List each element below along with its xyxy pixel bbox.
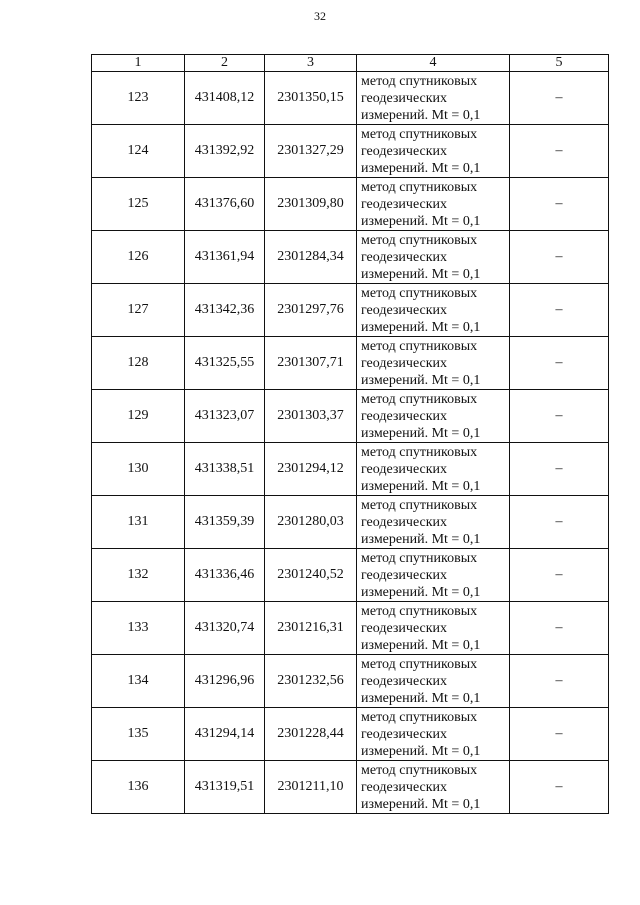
method-cell	[357, 284, 510, 337]
x-coordinate-cell: 431376,60	[185, 178, 265, 231]
note-cell: –	[510, 390, 609, 443]
table-row	[92, 761, 609, 814]
method-text-line: метод спутниковых	[361, 550, 478, 566]
method-text-line: метод спутниковых	[361, 762, 478, 778]
note-cell: –	[510, 337, 609, 390]
page-number: 32	[314, 9, 326, 23]
point-number-cell: 127	[92, 284, 185, 337]
method-text-line: геодезических	[361, 249, 448, 265]
point-number-cell: 124	[92, 125, 185, 178]
method-cell	[357, 72, 510, 125]
table-body	[92, 72, 609, 814]
method-cell	[357, 549, 510, 602]
method-text-line: измерений. Mt = 0,1	[361, 372, 481, 388]
note-cell: –	[510, 178, 609, 231]
y-coordinate-cell: 2301284,34	[265, 231, 357, 284]
point-number-cell: 128	[92, 337, 185, 390]
note-cell: –	[510, 708, 609, 761]
header-col-5: 5	[510, 55, 609, 72]
y-coordinate-cell: 2301211,10	[265, 761, 357, 814]
method-text-line: геодезических	[361, 196, 448, 212]
method-text-line: метод спутниковых	[361, 709, 478, 725]
note-cell: –	[510, 125, 609, 178]
x-coordinate-cell: 431408,12	[185, 72, 265, 125]
note-cell: –	[510, 284, 609, 337]
header-col-3: 3	[265, 55, 357, 72]
table-row	[92, 337, 609, 390]
point-number-cell: 136	[92, 761, 185, 814]
method-cell	[357, 708, 510, 761]
method-text-line: метод спутниковых	[361, 444, 478, 460]
x-coordinate-cell: 431294,14	[185, 708, 265, 761]
note-cell: –	[510, 761, 609, 814]
table-row	[92, 655, 609, 708]
method-text-line: метод спутниковых	[361, 232, 478, 248]
note-cell: –	[510, 231, 609, 284]
method-text-line: геодезических	[361, 355, 448, 371]
point-number-cell: 129	[92, 390, 185, 443]
method-cell	[357, 231, 510, 284]
method-cell	[357, 178, 510, 231]
method-text-line: метод спутниковых	[361, 179, 478, 195]
method-text-line: измерений. Mt = 0,1	[361, 107, 481, 123]
method-text-line: геодезических	[361, 143, 448, 159]
point-number-cell: 125	[92, 178, 185, 231]
method-text-line: измерений. Mt = 0,1	[361, 425, 481, 441]
point-number-cell: 130	[92, 443, 185, 496]
method-text-line: геодезических	[361, 461, 448, 477]
method-cell	[357, 602, 510, 655]
x-coordinate-cell: 431392,92	[185, 125, 265, 178]
x-coordinate-cell: 431342,36	[185, 284, 265, 337]
method-text-line: геодезических	[361, 567, 448, 583]
method-text-line: измерений. Mt = 0,1	[361, 743, 481, 759]
table-row	[92, 496, 609, 549]
method-text-line: измерений. Mt = 0,1	[361, 531, 481, 547]
y-coordinate-cell: 2301307,71	[265, 337, 357, 390]
y-coordinate-cell: 2301309,80	[265, 178, 357, 231]
method-text-line: измерений. Mt = 0,1	[361, 160, 481, 176]
method-cell	[357, 655, 510, 708]
method-text-line: измерений. Mt = 0,1	[361, 266, 481, 282]
x-coordinate-cell: 431296,96	[185, 655, 265, 708]
method-text-line: геодезических	[361, 408, 448, 424]
method-text-line: измерений. Mt = 0,1	[361, 213, 481, 229]
y-coordinate-cell: 2301280,03	[265, 496, 357, 549]
method-text-line: метод спутниковых	[361, 603, 478, 619]
y-coordinate-cell: 2301303,37	[265, 390, 357, 443]
x-coordinate-cell: 431320,74	[185, 602, 265, 655]
method-text-line: метод спутниковых	[361, 338, 478, 354]
header-col-4: 4	[357, 55, 510, 72]
note-cell: –	[510, 72, 609, 125]
point-number-cell: 126	[92, 231, 185, 284]
table-row	[92, 708, 609, 761]
method-cell	[357, 761, 510, 814]
table-row	[92, 125, 609, 178]
method-text-line: геодезических	[361, 726, 448, 742]
method-cell	[357, 443, 510, 496]
table-row	[92, 284, 609, 337]
method-text-line: измерений. Mt = 0,1	[361, 584, 481, 600]
method-text-line: измерений. Mt = 0,1	[361, 637, 481, 653]
point-number-cell: 123	[92, 72, 185, 125]
y-coordinate-cell: 2301216,31	[265, 602, 357, 655]
y-coordinate-cell: 2301240,52	[265, 549, 357, 602]
method-text-line: геодезических	[361, 90, 448, 106]
x-coordinate-cell: 431319,51	[185, 761, 265, 814]
header-col-2: 2	[185, 55, 265, 72]
table-row	[92, 443, 609, 496]
y-coordinate-cell: 2301232,56	[265, 655, 357, 708]
method-text-line: метод спутниковых	[361, 73, 478, 89]
coordinates-table	[91, 54, 609, 814]
method-text-line: метод спутниковых	[361, 126, 478, 142]
point-number-cell: 134	[92, 655, 185, 708]
table-row	[92, 390, 609, 443]
x-coordinate-cell: 431338,51	[185, 443, 265, 496]
x-coordinate-cell: 431323,07	[185, 390, 265, 443]
table-row	[92, 602, 609, 655]
note-cell: –	[510, 443, 609, 496]
method-cell	[357, 496, 510, 549]
note-cell: –	[510, 549, 609, 602]
table-row	[92, 178, 609, 231]
y-coordinate-cell: 2301350,15	[265, 72, 357, 125]
method-text-line: геодезических	[361, 779, 448, 795]
method-text-line: метод спутниковых	[361, 497, 478, 513]
method-text-line: измерений. Mt = 0,1	[361, 478, 481, 494]
point-number-cell: 135	[92, 708, 185, 761]
point-number-cell: 132	[92, 549, 185, 602]
method-text-line: геодезических	[361, 673, 448, 689]
method-text-line: метод спутниковых	[361, 656, 478, 672]
y-coordinate-cell: 2301327,29	[265, 125, 357, 178]
table-row	[92, 72, 609, 125]
x-coordinate-cell: 431336,46	[185, 549, 265, 602]
table-row	[92, 231, 609, 284]
method-text-line: геодезических	[361, 302, 448, 318]
method-cell	[357, 390, 510, 443]
method-text-line: измерений. Mt = 0,1	[361, 319, 481, 335]
point-number-cell: 133	[92, 602, 185, 655]
method-text-line: метод спутниковых	[361, 391, 478, 407]
method-text-line: метод спутниковых	[361, 285, 478, 301]
point-number-cell: 131	[92, 496, 185, 549]
note-cell: –	[510, 602, 609, 655]
method-text-line: геодезических	[361, 620, 448, 636]
method-text-line: геодезических	[361, 514, 448, 530]
table-header-row	[92, 55, 609, 72]
header-col-1: 1	[92, 55, 185, 72]
x-coordinate-cell: 431361,94	[185, 231, 265, 284]
y-coordinate-cell: 2301297,76	[265, 284, 357, 337]
table-row	[92, 549, 609, 602]
y-coordinate-cell: 2301228,44	[265, 708, 357, 761]
method-cell	[357, 337, 510, 390]
method-cell	[357, 125, 510, 178]
x-coordinate-cell: 431359,39	[185, 496, 265, 549]
x-coordinate-cell: 431325,55	[185, 337, 265, 390]
method-text-line: измерений. Mt = 0,1	[361, 796, 481, 812]
y-coordinate-cell: 2301294,12	[265, 443, 357, 496]
note-cell: –	[510, 496, 609, 549]
method-text-line: измерений. Mt = 0,1	[361, 690, 481, 706]
note-cell: –	[510, 655, 609, 708]
